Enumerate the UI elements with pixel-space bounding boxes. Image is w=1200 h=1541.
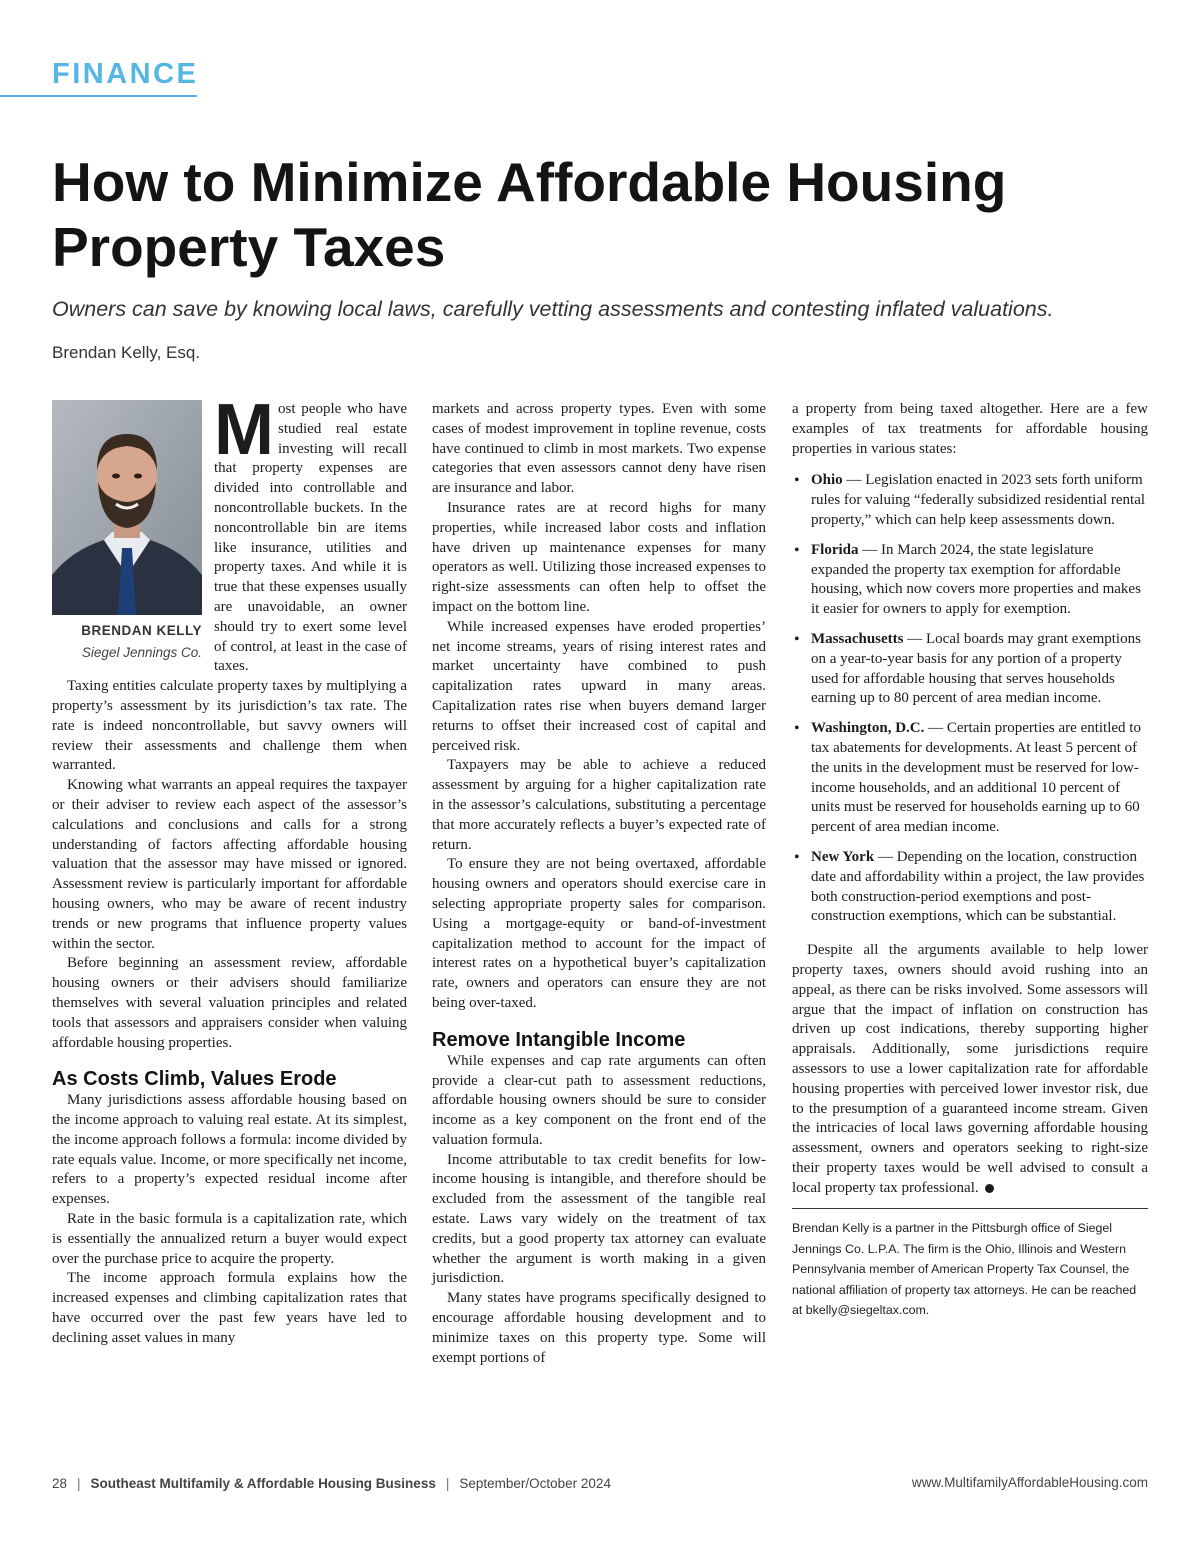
- paragraph: While increased expenses have eroded properties’ net income streams, years of rising interest rates and market uncertainty have combined to push capitalization rates upward in many areas. Capitalization rates rise when buyers demand larger returns to offset their increased cost of capital and perceived risk.: [432, 618, 766, 754]
- paragraph: While expenses and cap rate arguments can often provide a clear-cut path to assessment reductions, affordable housing owners should be sure to consider income as a key component on the front end of the valuation formula.: [432, 1052, 766, 1148]
- paragraph: Before beginning an assessment review, affordable housing owners or their advisers should familiarize themselves with several valuation principles and related tools that assessors and appraisers consider when valuing affordable housing properties.: [52, 955, 407, 1051]
- publication-name: Southeast Multifamily & Affordable Housing Business: [90, 1475, 436, 1491]
- section-rule: [0, 95, 197, 97]
- drop-cap: M: [214, 390, 274, 470]
- article-column-2: [432, 400, 766, 1368]
- page-footer: [52, 1475, 1148, 1491]
- footer-separator: |: [77, 1475, 81, 1491]
- article-column-1: [52, 390, 407, 1349]
- article-deck: Owners can save by knowing local laws, carefully vetting assessments and contesting inflated valuations.: [52, 297, 1054, 321]
- footer-separator: |: [445, 1475, 450, 1491]
- paragraph: Taxpayers may be able to achieve a reduced assessment by arguing for a higher capitalization rate in the assessor’s calculations, substituting a percentage that more accurately reflects a buyer’s expected rate of return.: [432, 757, 766, 853]
- photo-caption-name: BRENDAN KELLY: [81, 623, 202, 638]
- article-column-3: [792, 400, 1148, 1321]
- state-description: — Legislation enacted in 2023 sets forth uniform rules for valuing “federally subsidized residential rental property,” which can help keep assessments down.: [811, 472, 1146, 528]
- list-item: [792, 471, 1148, 530]
- paragraph: Taxing entities calculate property taxes by multiplying a property’s assessment by its jurisdiction’s tax rate. The rate is indeed noncontrollable, but savvy owners will review their assessments and challenge them when warranted.: [52, 678, 407, 774]
- paragraph: To ensure they are not being overtaxed, affordable housing owners and operators should exercise care in selecting appropriate property sales for comparison. Using a mortgage-equity or band-of-investment capitalization method to account for the impact of interest rates on a hypothetical buyer’s capitalization rate, owners and operators can ensure they are not being over-taxed.: [432, 856, 766, 1011]
- state-examples-list: [792, 471, 1148, 927]
- list-item: [792, 848, 1148, 927]
- author-photo-block: [52, 400, 202, 670]
- paragraph: ost people who have studied real estate investing will recall that property expenses are divided into controllable and noncontrollable buckets. In the noncontrollable bin are items like insurance, utilities and property taxes. And while it is true that these expenses usually are unavoidable, an owner should try to exert some level of control, at least in the case of taxes.: [214, 401, 407, 675]
- subheading: As Costs Climb, Values Erode: [52, 1068, 337, 1091]
- page-number: 28: [52, 1475, 68, 1491]
- state-name: Ohio: [811, 472, 843, 489]
- list-item: [792, 541, 1148, 620]
- list-item: [792, 630, 1148, 709]
- state-description: — Depending on the location, construction date and affordability within a project, the law provides both construction-period exemptions and post-construction exemptions, which can be substantial.: [811, 848, 1145, 925]
- state-name: Washington, D.C.: [811, 720, 925, 737]
- paragraph: Income attributable to tax credit benefits for low-income housing is intangible, and therefore should be excluded from the assessment of the tangible real estate. Laws vary widely on the treatment of tax credits, but a good property tax attorney can evaluate whether the argument is worth making in a given jurisdiction.: [432, 1151, 766, 1287]
- end-mark-icon: [985, 1184, 994, 1193]
- paragraph: a property from being taxed altogether. Here are a few examples of tax treatments for affordable housing properties in various states:: [792, 401, 1148, 457]
- author-photo: [52, 400, 202, 615]
- paragraph: Knowing what warrants an appeal requires the taxpayer or their adviser to review each aspect of the assessor’s calculations and conclusions and calls for a strong understanding of factors affecting affordable housing valuation that the assessor may have missed or ignored. Assessment review is particularly important for affordable housing owners, who may be aware of recent industry trends or new programs that influence property values within the sector.: [52, 777, 407, 952]
- byline: Brendan Kelly, Esq.: [52, 343, 201, 362]
- paragraph: The income approach formula explains how the increased expenses and climbing capitalization rates that have occurred over the past few years have led to declining asset values in many: [52, 1270, 407, 1346]
- paragraph: Many jurisdictions assess affordable housing based on the income approach to valuing real estate. At its simplest, the income approach follows a formula: income divided by rate equals value. Income, or more specifically net income, refers to a property’s expected residual income after expenses.: [52, 1092, 407, 1208]
- paragraph: Rate in the basic formula is a capitalization rate, which is essentially the annualized return a buyer would expect over the purchase price to acquire the property.: [52, 1211, 407, 1267]
- closing-paragraph: [792, 941, 1148, 1198]
- author-portrait-illustration: [52, 400, 202, 615]
- list-item: [792, 719, 1148, 838]
- state-name: Massachusetts: [811, 630, 904, 647]
- paragraph: Many states have programs specifically designed to encourage affordable housing development and to minimize taxes on this property type. Some will exempt portions of: [432, 1290, 766, 1366]
- publication-url: www.MultifamilyAffordableHousing.com: [911, 1475, 1148, 1490]
- author-bio: Brendan Kelly is a partner in the Pittsburgh office of Siegel Jennings Co. L.P.A. The firm is the Ohio, Illinois and Western Pennsylvania member of American Property Tax Counsel, the national affiliation of property tax attorneys. He can be reached at bkelly@siegeltax.com.: [792, 1221, 1137, 1318]
- state-description: — In March 2024, the state legislature expanded the property tax exemption for affordable housing, which now covers more properties and makes it easier for owners to apply for exemption.: [811, 541, 1141, 618]
- article-title: How to Minimize Affordable Housing Property Taxes: [52, 151, 1007, 278]
- state-description: — Local boards may grant exemptions on a year-to-year basis for any portion of a property used for affordable housing that serves households earning up to 80 percent of area median income.: [811, 630, 1141, 707]
- subheading: Remove Intangible Income: [432, 1028, 686, 1051]
- paragraph: Insurance rates are at record highs for many properties, while increased labor costs and inflation have driven up maintenance expenses for many operators as well. Utilizing those increased expenses to right-size assessments can often help to offset the impact on the bottom line.: [432, 499, 766, 615]
- photo-caption-company: Siegel Jennings Co.: [81, 644, 202, 660]
- issue-date: September/October 2024: [459, 1475, 611, 1491]
- bio-divider: [792, 1208, 1148, 1209]
- paragraph: markets and across property types. Even with some cases of modest improvement in topline revenue, costs have continued to climb in most markets. Two expense categories that even assessors cannot deny have risen are insurance and labor.: [432, 401, 766, 497]
- state-description: — Certain properties are entitled to tax abatements for developments. At least 5 percent of the units in the development must be reserved for low-income households, and an additional 10 percent of units must be reserved for households earning up to 60 percent of area median income.: [811, 720, 1141, 836]
- closing-text: Despite all the arguments available to help lower property taxes, owners should avoid rushing into an appeal, as there can be risks involved. Some assessors will argue that the impact of inflation on construction has driven up cost indications, thereby supporting higher appraisals. Additionally, some jurisdictions require assessors to use a lower capitalization rate for affordable housing properties with perceived lower investor risk, due to the presumption of a guaranteed income stream. Given the intricacies of local laws governing affordable housing assessment, owners and operators seeking to right-size their property taxes would be well advised to consult a local property tax professional.: [792, 942, 1148, 1196]
- state-name: New York: [811, 848, 875, 865]
- section-label: FINANCE: [52, 58, 199, 90]
- state-name: Florida: [811, 541, 859, 558]
